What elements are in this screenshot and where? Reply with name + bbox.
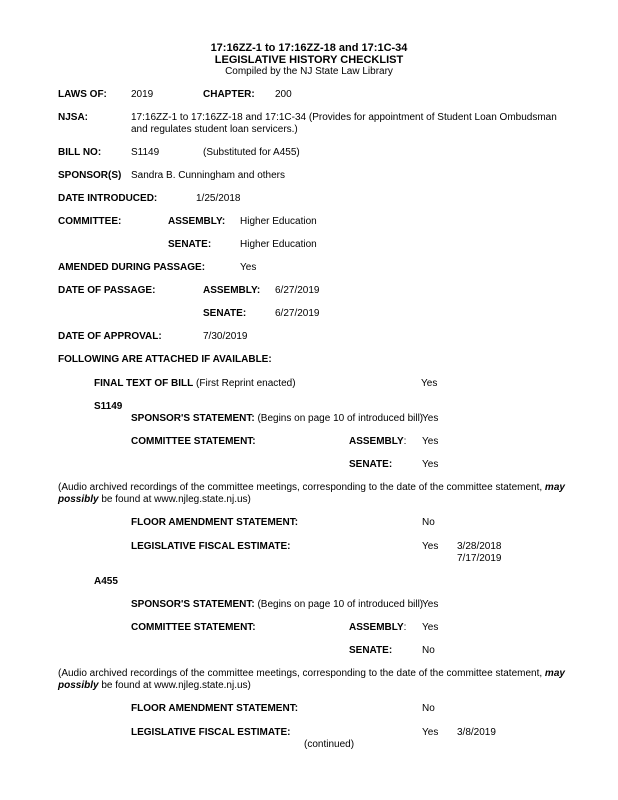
date-introduced-value: 1/25/2018 xyxy=(196,193,241,204)
final-text-note: (First Reprint enacted) xyxy=(193,378,296,389)
page-title-line1: 17:16ZZ-1 to 17:16ZZ-18 and 17:1C-34 xyxy=(210,42,408,54)
a455-audio-note xyxy=(58,668,603,692)
page-title-line2: LEGISLATIVE HISTORY CHECKLIST xyxy=(214,54,404,66)
committee-assembly-label: ASSEMBLY: xyxy=(168,216,226,227)
amended-value: Yes xyxy=(240,262,257,273)
s1149-fiscal-value: Yes xyxy=(422,541,439,552)
committee-senate-value: Higher Education xyxy=(240,239,317,250)
s1149-sponsor-stmt-value: Yes xyxy=(422,413,439,424)
s1149-floor-label: FLOOR AMENDMENT STATEMENT: xyxy=(131,517,299,528)
a455-assembly-label: ASSEMBLY xyxy=(349,622,404,633)
s1149-committee-stmt-label: COMMITTEE STATEMENT: xyxy=(131,436,256,447)
bill-no-note: (Substituted for A455) xyxy=(203,147,300,158)
s1149-assembly-colon: : xyxy=(403,436,407,447)
s1149-audio-note-emphasis: may possibly xyxy=(58,482,565,505)
s1149-senate-value: Yes xyxy=(422,459,439,470)
committee-assembly-value: Higher Education xyxy=(240,216,317,227)
passage-label: DATE OF PASSAGE: xyxy=(58,285,156,296)
a455-sponsor-stmt-row xyxy=(131,599,423,611)
s1149-assembly-label: ASSEMBLY xyxy=(349,436,404,447)
passage-senate-label: SENATE: xyxy=(203,308,247,319)
passage-senate-value: 6/27/2019 xyxy=(275,308,320,319)
a455-committee-stmt-label: COMMITTEE STATEMENT: xyxy=(131,622,256,633)
njsa-value: 17:16ZZ-1 to 17:16ZZ-18 and 17:1C-34 (Provides for appointment of Student Loan Ombudsman and regulates student loan servicers.) xyxy=(131,112,557,135)
bill-no-value: S1149 xyxy=(131,147,160,158)
a455-assembly-value: Yes xyxy=(422,622,439,633)
bill-no-label: BILL NO: xyxy=(58,147,102,158)
final-text-value: Yes xyxy=(421,378,438,389)
s1149-audio-note-post: be found at www.njleg.state.nj.us) xyxy=(98,494,251,505)
passage-assembly-label: ASSEMBLY: xyxy=(203,285,261,296)
a455-audio-note-post: be found at www.njleg.state.nj.us) xyxy=(98,680,251,691)
a455-floor-label: FLOOR AMENDMENT STATEMENT: xyxy=(131,703,299,714)
s1149-audio-note xyxy=(58,482,603,506)
s1149-fiscal-label: LEGISLATIVE FISCAL ESTIMATE: xyxy=(131,541,291,552)
committee-senate-label: SENATE: xyxy=(168,239,212,250)
s1149-sponsor-stmt-note: (Begins on page 10 of introduced bill) xyxy=(254,413,424,424)
a455-assembly-row xyxy=(349,622,406,634)
a455-fiscal-value: Yes xyxy=(422,727,439,738)
a455-sponsor-stmt-label: SPONSOR'S STATEMENT: xyxy=(131,599,255,610)
s1149-assembly-row xyxy=(349,436,406,448)
final-text-label: FINAL TEXT OF BILL xyxy=(94,378,194,389)
s1149-heading: S1149 xyxy=(94,401,123,412)
a455-sponsor-stmt-note: (Begins on page 10 of introduced bill) xyxy=(254,599,424,610)
approval-label: DATE OF APPROVAL: xyxy=(58,331,162,342)
chapter-label: CHAPTER: xyxy=(203,89,255,100)
a455-audio-note-emphasis: may possibly xyxy=(58,668,565,691)
page-subtitle: Compiled by the NJ State Law Library xyxy=(225,66,393,77)
a455-senate-value: No xyxy=(422,645,435,656)
a455-floor-value: No xyxy=(422,703,435,714)
laws-of-value: 2019 xyxy=(131,89,154,100)
chapter-value: 200 xyxy=(275,89,292,100)
final-text-row xyxy=(94,378,296,390)
njsa-label: NJSA: xyxy=(58,112,89,123)
committee-label: COMMITTEE: xyxy=(58,216,122,227)
s1149-fiscal-date2: 7/17/2019 xyxy=(457,553,502,564)
a455-assembly-colon: : xyxy=(403,622,407,633)
a455-fiscal-label: LEGISLATIVE FISCAL ESTIMATE: xyxy=(131,727,291,738)
s1149-assembly-value: Yes xyxy=(422,436,439,447)
date-introduced-label: DATE INTRODUCED: xyxy=(58,193,158,204)
laws-of-label: LAWS OF: xyxy=(58,89,107,100)
s1149-sponsor-stmt-label: SPONSOR'S STATEMENT: xyxy=(131,413,255,424)
passage-assembly-value: 6/27/2019 xyxy=(275,285,320,296)
sponsor-label: SPONSOR(S) xyxy=(58,170,122,181)
attached-heading: FOLLOWING ARE ATTACHED IF AVAILABLE: xyxy=(58,354,272,365)
a455-fiscal-date1: 3/8/2019 xyxy=(457,727,496,738)
a455-sponsor-stmt-value: Yes xyxy=(422,599,439,610)
s1149-floor-value: No xyxy=(422,517,435,528)
a455-heading: A455 xyxy=(94,576,118,587)
approval-value: 7/30/2019 xyxy=(203,331,248,342)
sponsor-value: Sandra B. Cunningham and others xyxy=(131,170,285,181)
s1149-senate-label: SENATE: xyxy=(349,459,393,470)
s1149-audio-note-pre: (Audio archived recordings of the committee meetings, corresponding to the date of the committee statement, xyxy=(58,482,545,493)
a455-audio-note-pre: (Audio archived recordings of the committee meetings, corresponding to the date of the committee statement, xyxy=(58,668,545,679)
a455-senate-label: SENATE: xyxy=(349,645,393,656)
amended-label: AMENDED DURING PASSAGE: xyxy=(58,262,206,273)
s1149-fiscal-date1: 3/28/2018 xyxy=(457,541,502,552)
s1149-sponsor-stmt-row xyxy=(131,413,423,425)
continued-note: (continued) xyxy=(304,739,355,750)
